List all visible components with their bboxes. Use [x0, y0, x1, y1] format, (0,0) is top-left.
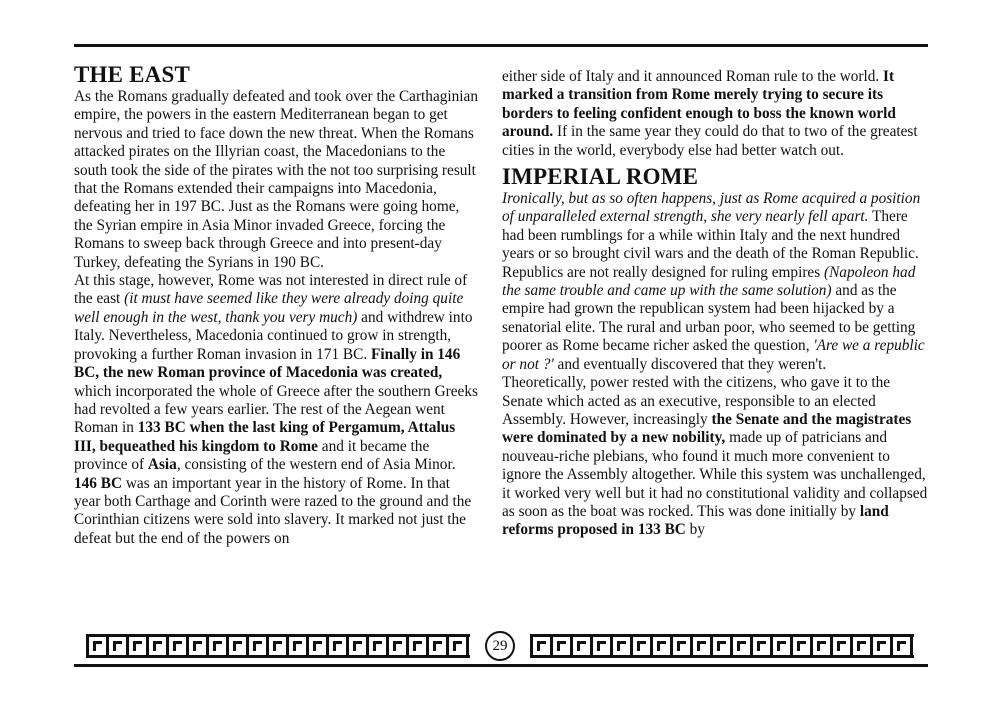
text-run: by [685, 521, 705, 539]
paragraph [502, 68, 928, 160]
paragraph [502, 190, 928, 374]
text-run: and as the empire had grown the republican system had been hijacked by a senatorial elite. The rural and urban poor, who seemed to be getting poorer as Rome became richer asked the question, [502, 282, 916, 355]
text-run: , consisting of the western end of Asia Minor. [176, 456, 456, 474]
greek-key-border-right [530, 634, 914, 658]
bold-emphasis: Asia [147, 456, 177, 474]
italic-lead: Ironically, but as so often happens, just as Rome acquired a position of unparalleled external strength, she very nearly fell apart. [502, 190, 921, 226]
text-run: and eventually discovered that they weren't. [553, 355, 827, 373]
greek-key-border-left [86, 634, 470, 658]
text-run: made up of patricians and nouveau-riche plebians, who found it much more convenient to ignore the Assembly altogether. While this system was unchallenged, it worked very well but it had no constitutional validity and collapsed as soon as the boat was rocked. This was done initially by [502, 429, 928, 520]
paragraph [74, 88, 480, 272]
page-footer [86, 632, 914, 660]
text-run: which incorporated the whole of Greece after the southern Greeks had revolted a few years earlier. The rest of the Aegean went Roman in [74, 382, 478, 437]
left-column [74, 62, 480, 548]
text-run: was an important year in the history of Rome. In that year both Carthage and Corinth were razed to the ground and the Corinthian citizens were sold into slavery. It marked not just the defeat but the end of the powers on [74, 474, 472, 547]
text-run: either side of Italy and it announced Roman rule to the world. [502, 68, 884, 85]
paragraph [502, 374, 928, 540]
right-column [502, 68, 928, 540]
paragraph [74, 475, 480, 549]
bold-emphasis: Finally in 146 BC, the new Roman province of Macedonia was created, [74, 345, 461, 382]
italic-aside: (it must have seemed like they were already doing quite well enough in the west, thank you very much) [74, 290, 464, 326]
page-number: 29 [485, 631, 515, 661]
bold-emphasis: 146 BC [74, 474, 123, 492]
bottom-rule [74, 664, 928, 667]
bold-emphasis: land reforms proposed in 133 BC [502, 502, 889, 539]
bold-emphasis: 133 BC when the last king of Pergamum, Attalus III, bequeathed his kingdom to Rome [74, 419, 456, 455]
text-run: As the Romans gradually defeated and took over the Carthaginian empire, the powers in the eastern Mediterranean began to get nervous and tried to face down the new threat. When the Romans attacked pirates on the Illyrian coast, the Macedonians to the south took the side of the pirates with the not too surprising result that the Romans extended their campaigns into Macedonia, defeating her in 197 BC. Just as the Romans were going home, the Syrian empire in Asia Minor invaded Greece, forcing the Romans to sweep back through Greece and into present-day Turkey, defeating the Syrians in 190 BC. [74, 88, 478, 271]
paragraph [74, 272, 480, 474]
bold-emphasis: the Senate and the magistrates were dominated by a new nobility, [502, 410, 912, 447]
text-run: There had been rumblings for a while within Italy and the next hundred years or so brought civil wars and the death of the Roman Republic. Republics are not really designed for ruling empires [502, 208, 919, 281]
top-rule [74, 44, 928, 47]
text-run: If in the same year they could do that to two of the greatest cities in the world, everybody else had better watch out. [502, 123, 918, 159]
section-heading-the-east: THE EAST [74, 62, 191, 87]
text-run: At this stage, however, Rome was not interested in direct rule of the east [74, 272, 468, 308]
text-run: and withdrew into Italy. Nevertheless, Macedonia continued to grow in strength, provoking a further Roman invasion in 171 BC. [74, 308, 473, 363]
bold-emphasis: It marked a transition from Rome merely trying to secure its borders to feeling confident enough to boss the known world around. [502, 68, 896, 141]
italic-aside: (Napoleon had the same trouble and came up with the same solution) [502, 263, 916, 300]
text-run: Theoretically, power rested with the citizens, who gave it to the Senate which acted as an executive, responsible to an elected Assembly. However, increasingly [502, 374, 891, 428]
text-run: and it became the province of [74, 437, 430, 474]
italic-quote: 'Are we a republic or not ?' [502, 337, 925, 373]
section-heading-imperial-rome: IMPERIAL ROME [502, 164, 699, 190]
